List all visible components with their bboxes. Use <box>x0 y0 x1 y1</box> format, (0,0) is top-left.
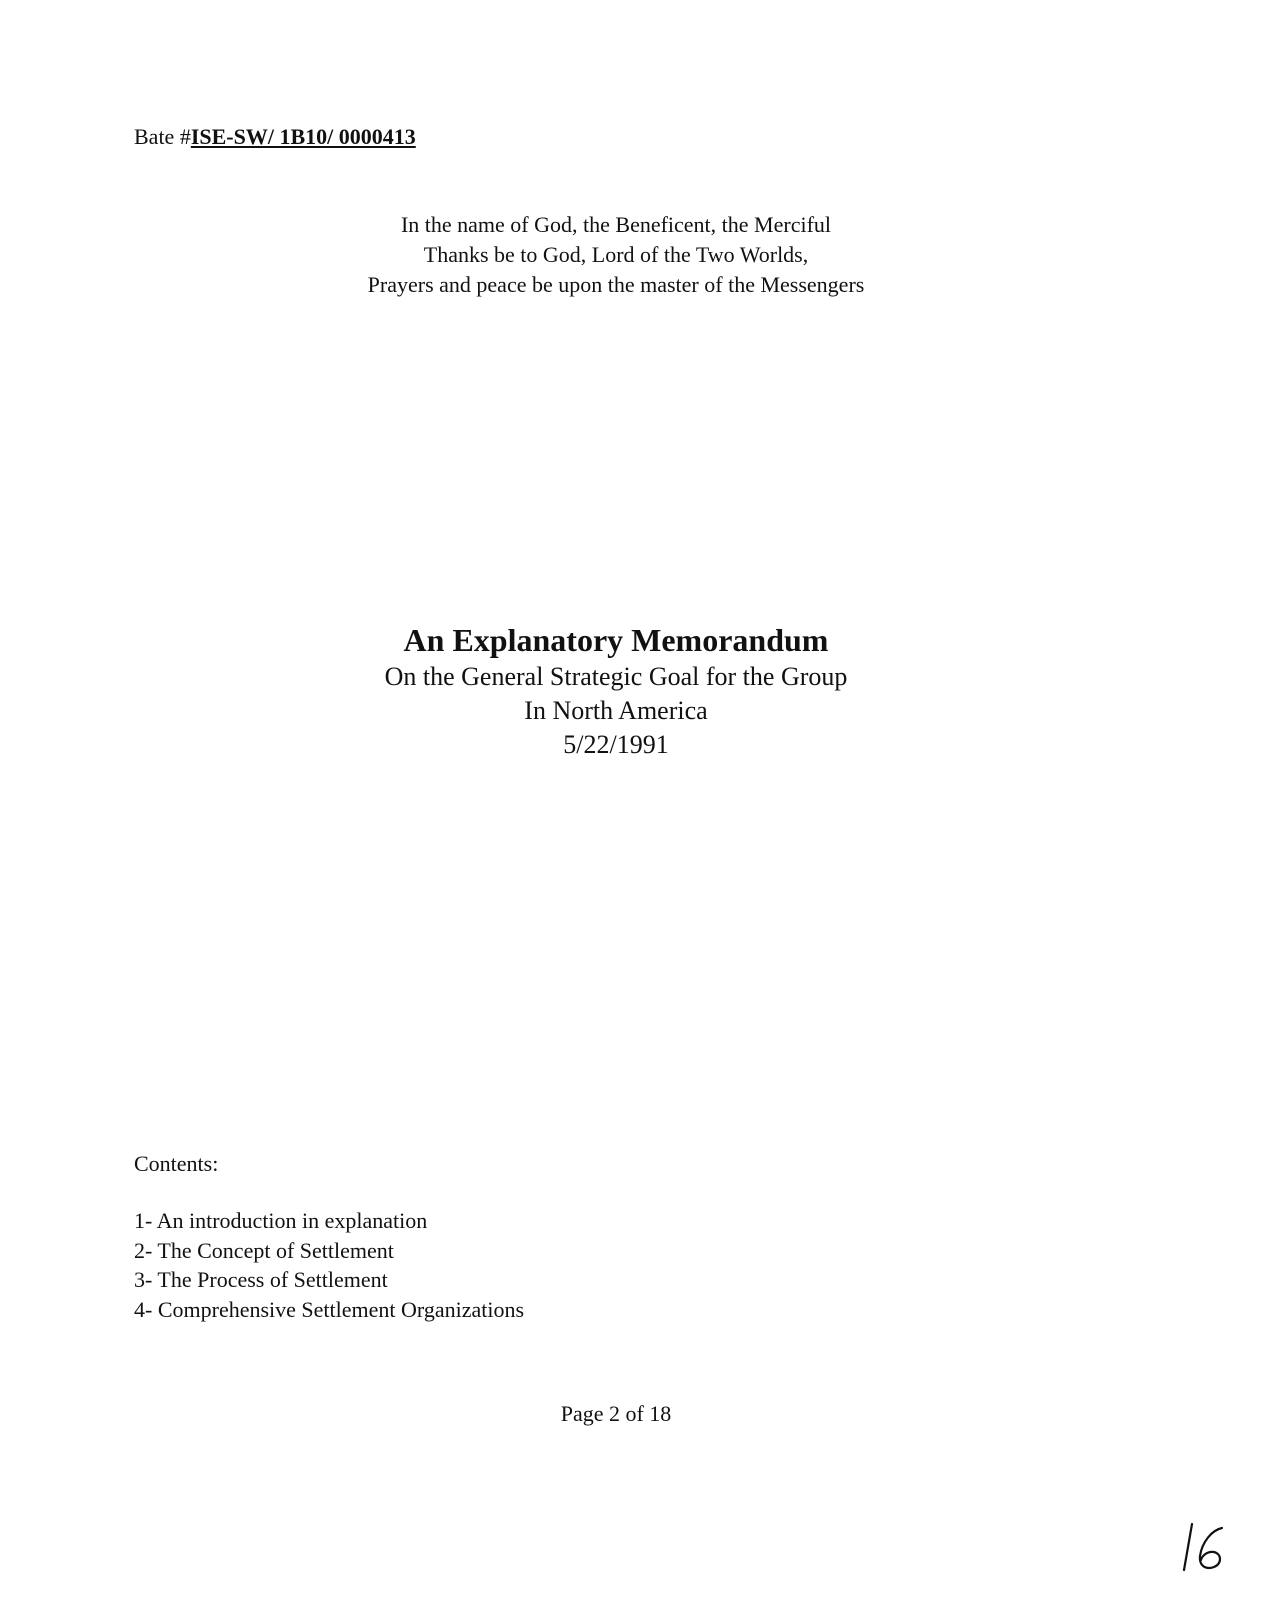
contents-item: 1- An introduction in explanation <box>134 1208 428 1233</box>
contents-heading: Contents: <box>134 1151 219 1176</box>
subtitle-line: On the General Strategic Goal for the Group <box>384 662 848 691</box>
title-block <box>0 620 1232 762</box>
document-title: An Explanatory Memorandum <box>403 622 829 658</box>
invocation-line: Prayers and peace be upon the master of the Messengers <box>367 272 865 297</box>
bate-number-line <box>134 124 416 150</box>
handwritten-page-mark <box>1178 1522 1230 1572</box>
contents-item: 3- The Process of Settlement <box>134 1267 388 1292</box>
bate-number: ISE-SW/ 1B10/ 0000413 <box>190 124 416 149</box>
contents-item: 2- The Concept of Settlement <box>134 1237 394 1263</box>
subtitle-line: In North America <box>524 696 708 725</box>
bate-prefix: Bate # <box>134 124 191 149</box>
invocation-line: Thanks be to God, Lord of the Two Worlds, <box>423 242 809 267</box>
document-date: 5/22/1991 <box>563 730 669 759</box>
contents-item: 4- Comprehensive Settlement Organizations <box>134 1296 525 1322</box>
page-number: Page 2 of 18 <box>560 1401 672 1426</box>
invocation-block <box>0 210 1232 300</box>
contents-list <box>134 1206 524 1324</box>
invocation-line: In the name of God, the Beneficent, the Merciful <box>400 212 832 237</box>
